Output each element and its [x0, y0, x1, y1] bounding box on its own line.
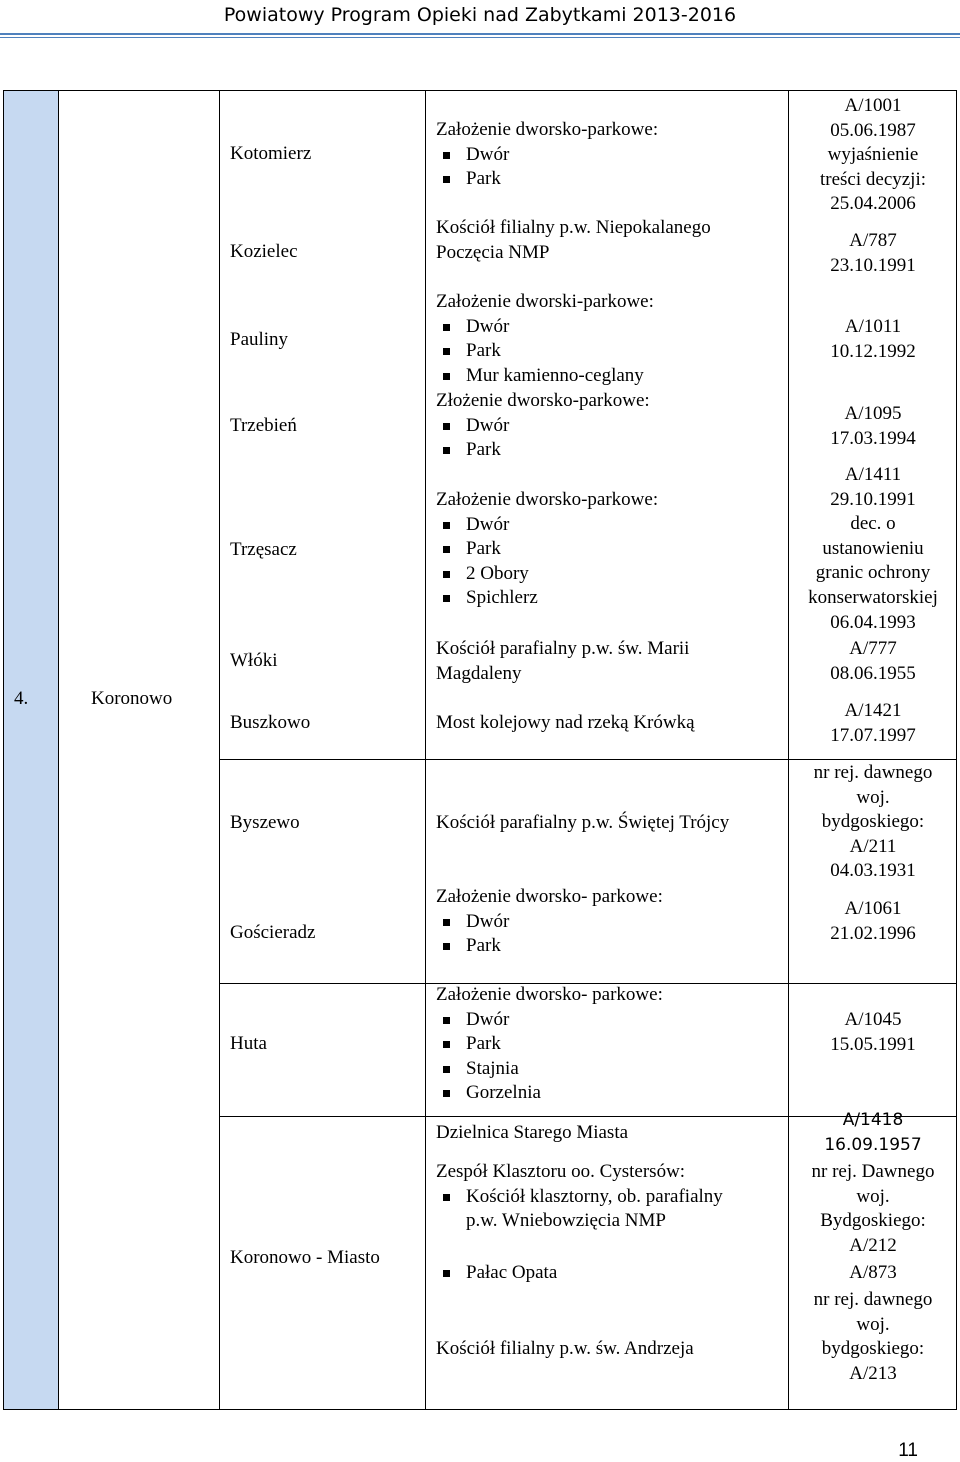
registry-trzebien [789, 402, 957, 451]
registry-line: Bydgoskiego: [820, 1210, 926, 1232]
object-kozielec [436, 216, 711, 265]
registry-huta [789, 1008, 957, 1057]
registry-line: 06.04.1993 [830, 611, 916, 633]
locality-kozielec: Kozielec [230, 241, 298, 262]
gmina-cell [14, 90, 220, 1410]
object-item: Gorzelnia [436, 1081, 663, 1106]
registry-line: A/1411 [844, 464, 902, 485]
object-line: Kościół filialny p.w. Niepokalanego [436, 217, 711, 238]
registry-line: granic ochrony [815, 562, 931, 584]
registry-palac [789, 1261, 957, 1286]
object-kotomierz [436, 118, 658, 192]
object-item: Park [436, 934, 663, 959]
registry-line: A/873 [849, 1262, 897, 1283]
object-title: Założenie dworsko-parkowe: [436, 489, 659, 510]
object-item: Park [436, 167, 658, 192]
object-huta [436, 983, 663, 1106]
object-item: Dwór [436, 414, 650, 439]
object-item: Kościół klasztorny, ob. parafialny [436, 1185, 723, 1210]
registry-line: 17.07.1997 [830, 724, 916, 746]
registry-line: A/787 [849, 230, 897, 251]
object-line: Magdaleny [436, 662, 522, 684]
registry-line: 08.06.1955 [830, 662, 916, 684]
object-item: Dwór [436, 513, 658, 538]
registry-line: A/213 [849, 1362, 897, 1384]
object-item: Stajnia [436, 1057, 663, 1082]
object-buszkowo: Most kolejowy nad rzeką Krówką [436, 712, 695, 733]
registry-line: nr rej. dawnego [813, 762, 933, 783]
registry-line: A/1061 [844, 898, 902, 919]
object-item: Spichlerz [436, 586, 658, 611]
locality-trzebien: Trzebień [230, 415, 297, 436]
object-item-cont: p.w. Wniebowzięcia NMP [466, 1210, 666, 1232]
object-line: Kościół parafialny p.w. św. Marii [436, 638, 690, 659]
object-dzielnica: Dzielnica Starego Miasta [436, 1122, 629, 1143]
gmina-name: Koronowo [91, 688, 173, 709]
registry-line: A/212 [849, 1234, 897, 1256]
registry-line: nr rej. dawnego [813, 1289, 933, 1310]
object-item: Park [436, 438, 650, 463]
locality-pauliny: Pauliny [230, 329, 289, 350]
gmina-number: 4. [14, 688, 29, 709]
object-byszewo: Kościół parafialny p.w. Świętej Trójcy [436, 812, 730, 833]
registry-line: bydgoskiego: [821, 1338, 925, 1360]
registry-line: A/1011 [844, 316, 902, 337]
registry-line: wyjaśnienie [827, 144, 919, 166]
page-header: Powiatowy Program Opieki nad Zabytkami 2013-2016 [223, 4, 737, 26]
object-andrzej: Kościół filialny p.w. św. Andrzeja [436, 1338, 694, 1359]
object-trzesacz [436, 488, 658, 611]
monuments-table [3, 90, 957, 1410]
registry-line: A/211 [849, 835, 897, 857]
registry-trzesacz [789, 463, 957, 635]
registry-byszewo [789, 761, 957, 884]
object-klasztor [436, 1160, 723, 1234]
registry-line: A/1421 [844, 700, 902, 721]
object-trzebien [436, 389, 650, 463]
object-palac: Pałac Opata [436, 1261, 960, 1286]
locality-koronowo-miasto: Koronowo - Miasto [230, 1247, 380, 1268]
registry-line: woj. [856, 1185, 890, 1207]
locality-buszkowo: Buszkowo [230, 712, 311, 733]
locality-wloki: Włóki [230, 650, 278, 671]
registry-line: ustanowieniu [822, 537, 924, 559]
registry-dzielnica [789, 1108, 957, 1157]
object-goscieradz [436, 885, 663, 959]
registry-kotomierz [789, 94, 957, 217]
page-number: 11 [898, 1440, 918, 1461]
object-line: Poczęcia NMP [436, 241, 550, 263]
locality-trzesacz: Trzęsacz [230, 539, 297, 560]
locality-goscieradz: Gościeradz [230, 922, 316, 943]
registry-line: A/1045 [844, 1009, 902, 1030]
group-2-locality [219, 759, 426, 984]
registry-kozielec [789, 229, 957, 278]
registry-line: treści decyzji: [819, 168, 927, 190]
object-item: Dwór [436, 910, 663, 935]
object-item: Dwór [436, 1008, 663, 1033]
registry-line: A/1095 [844, 403, 902, 424]
registry-line: bydgoskiego: [821, 811, 925, 833]
object-title: Założenie dworsko- parkowe: [436, 886, 663, 907]
object-item: Dwór [436, 315, 654, 340]
object-title: Założenie dworski-parkowe: [436, 291, 654, 312]
object-item: Park [436, 339, 654, 364]
registry-line: A/777 [849, 638, 897, 659]
object-item: 2 Obory [436, 562, 658, 587]
registry-goscieradz [789, 897, 957, 946]
registry-line: 05.06.1987 [830, 119, 916, 141]
registry-line: 25.04.2006 [830, 193, 916, 215]
header-rule-thin [0, 37, 960, 38]
locality-huta: Huta [230, 1033, 267, 1054]
registry-line: 04.03.1931 [830, 860, 916, 882]
object-title: Założenie dworsko- parkowe: [436, 984, 663, 1005]
object-pauliny [436, 290, 654, 388]
registry-line: 16.09.1957 [824, 1134, 922, 1155]
registry-line: 29.10.1991 [830, 488, 916, 510]
registry-line: 10.12.1992 [830, 340, 916, 362]
registry-pauliny [789, 315, 957, 364]
header-rule [0, 33, 960, 35]
registry-line: A/1418 [842, 1110, 904, 1130]
object-title: Założenie dworsko-parkowe: [436, 119, 659, 140]
lp-column [3, 90, 59, 1410]
registry-line: 17.03.1994 [830, 427, 916, 449]
registry-buszkowo [789, 699, 957, 748]
object-item: Park [436, 537, 658, 562]
registry-line: dec. o [850, 513, 896, 535]
object-item: Dwór [436, 143, 658, 168]
registry-line: nr rej. Dawnego [811, 1161, 935, 1182]
registry-wloki [789, 637, 957, 686]
registry-klasztor [789, 1160, 957, 1258]
object-title: Złożenie dworsko-parkowe: [436, 390, 650, 411]
object-item: Mur kamienno-ceglany [436, 364, 654, 389]
object-item: Park [436, 1032, 663, 1057]
registry-line: 23.10.1991 [830, 254, 916, 276]
object-title: Zespół Klasztoru oo. Cystersów: [436, 1161, 686, 1182]
registry-line: A/1001 [844, 95, 902, 116]
object-wloki [436, 637, 689, 686]
registry-andrzej [789, 1288, 957, 1386]
registry-line: woj. [856, 786, 890, 808]
registry-line: woj. [856, 1313, 890, 1335]
registry-line: konserwatorskiej [808, 586, 938, 608]
registry-line: 15.05.1991 [830, 1033, 916, 1055]
locality-kotomierz: Kotomierz [230, 143, 312, 164]
locality-byszewo: Byszewo [230, 812, 300, 833]
registry-line: 21.02.1996 [830, 922, 916, 944]
